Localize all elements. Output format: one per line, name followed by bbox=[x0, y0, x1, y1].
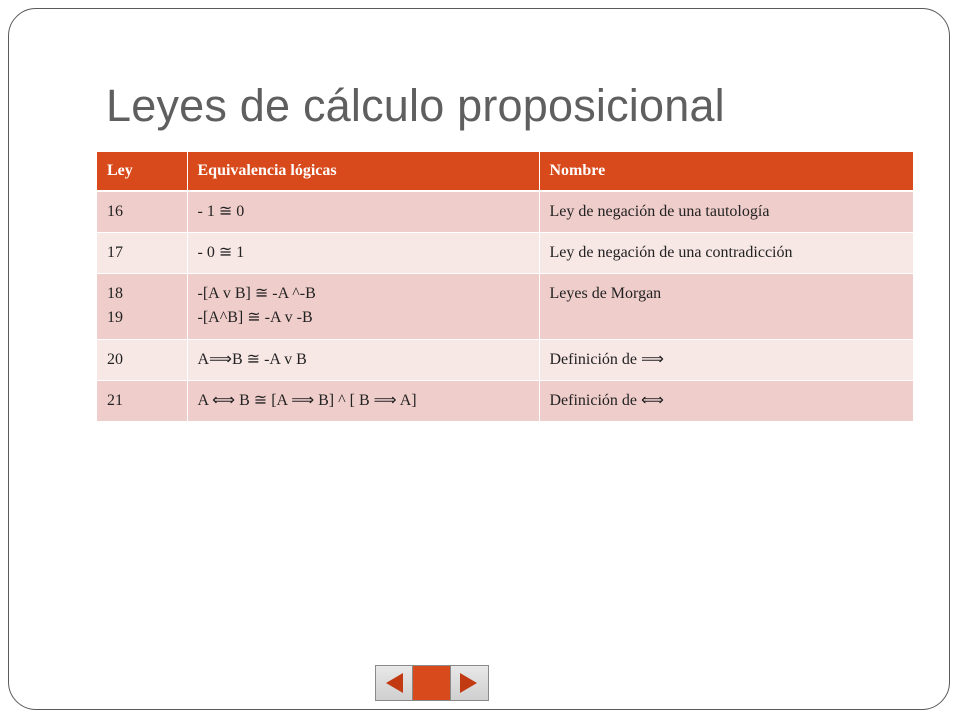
equivalence-text: -[A^B] ≅ -A v -B bbox=[197, 309, 313, 326]
header-nombre: Nombre bbox=[539, 152, 913, 191]
cell-nombre: Ley de negación de una tautología bbox=[539, 191, 913, 233]
equivalence-text: A ⟺ B ≅ [A ⟹ B] ^ [ B ⟹ A] bbox=[197, 392, 417, 409]
cell-equivalencia bbox=[187, 340, 539, 381]
cell-ley bbox=[97, 274, 187, 340]
slide-navigation bbox=[375, 665, 489, 701]
ley-number: 16 bbox=[107, 203, 123, 220]
cell-nombre: Definición de ⟹ bbox=[539, 340, 913, 381]
equivalence-text: A⟹B ≅ -A v B bbox=[197, 351, 307, 368]
previous-slide-button[interactable] bbox=[376, 666, 413, 700]
table-row bbox=[97, 381, 913, 422]
ley-number: 18 bbox=[107, 285, 123, 302]
laws-table bbox=[97, 152, 913, 422]
slide-title: Leyes de cálculo proposicional bbox=[106, 80, 725, 131]
ley-number: 21 bbox=[107, 392, 123, 409]
cell-nombre: Ley de negación de una contradicción bbox=[539, 233, 913, 274]
header-equivalencia: Equivalencia lógicas bbox=[187, 152, 539, 191]
table-row bbox=[97, 340, 913, 381]
cell-nombre: Definición de ⟺ bbox=[539, 381, 913, 422]
cell-equivalencia bbox=[187, 191, 539, 233]
table-row bbox=[97, 191, 913, 233]
cell-ley bbox=[97, 381, 187, 422]
cell-ley bbox=[97, 233, 187, 274]
table-header-row bbox=[97, 152, 913, 191]
table-row bbox=[97, 274, 913, 340]
equivalence-text: -[A v B] ≅ -A ^-B bbox=[197, 285, 316, 302]
cell-ley bbox=[97, 191, 187, 233]
cell-ley bbox=[97, 340, 187, 381]
header-ley: Ley bbox=[97, 152, 187, 191]
cell-nombre: Leyes de Morgan bbox=[539, 274, 913, 340]
ley-number: 19 bbox=[107, 309, 123, 326]
cell-equivalencia bbox=[187, 233, 539, 274]
table-row bbox=[97, 233, 913, 274]
equivalence-text: - 0 ≅ 1 bbox=[197, 244, 245, 261]
ley-number: 17 bbox=[107, 244, 123, 261]
triangle-left-icon bbox=[383, 671, 405, 695]
ley-number: 20 bbox=[107, 351, 123, 368]
equivalence-text: - 1 ≅ 0 bbox=[197, 203, 245, 220]
triangle-right-icon bbox=[458, 671, 480, 695]
home-button[interactable] bbox=[413, 666, 450, 700]
next-slide-button[interactable] bbox=[451, 666, 488, 700]
cell-equivalencia bbox=[187, 381, 539, 422]
cell-equivalencia bbox=[187, 274, 539, 340]
